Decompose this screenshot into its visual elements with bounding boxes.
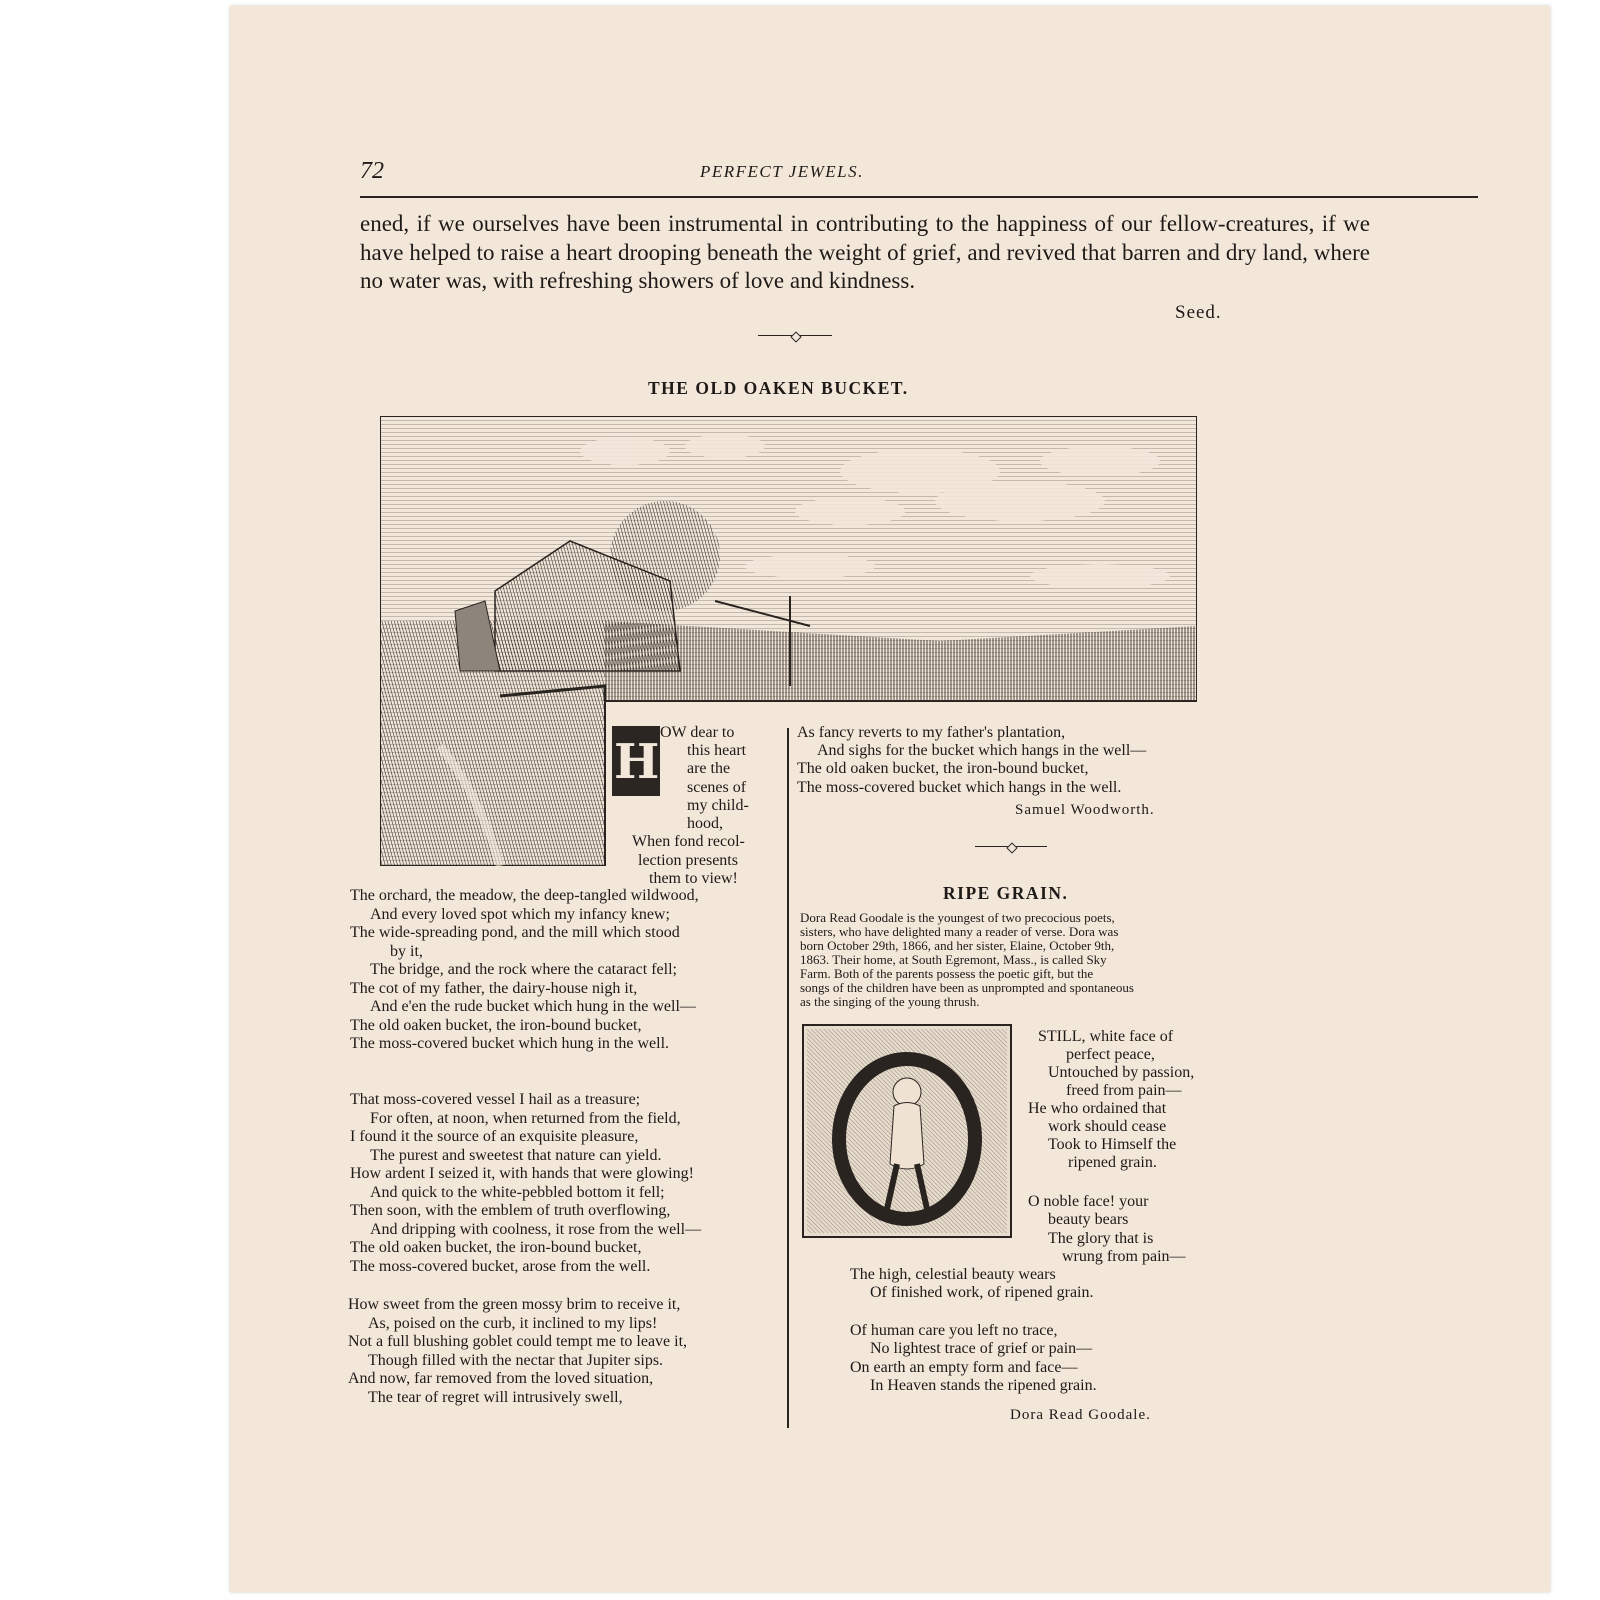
poem-line: The tear of regret will intrusively swell, [368,1389,623,1406]
poem-line: When fond recol- [632,833,745,850]
poem-line: Not a full blushing goblet could tempt me to leave it, [348,1333,688,1350]
poem-author-goodale: Dora Read Goodale. [1010,1407,1151,1423]
poem-line: them to view! [649,870,738,887]
poem-line: Of human care you left no trace, [850,1322,1058,1339]
poem-author-woodworth: Samuel Woodworth. [1015,802,1155,818]
poem-line: The orchard, the meadow, the deep-tangled wildwood, [350,887,699,904]
poem-line: How ardent I seized it, with hands that were glowing! [350,1165,694,1182]
decorative-initial-o-with-cherub [802,1024,1012,1238]
poem-line: STILL, white face of [1038,1028,1174,1045]
poem-line: The glory that is [1048,1230,1154,1247]
page-number: 72 [360,158,384,184]
poem-line: beauty bears [1048,1211,1129,1228]
poem-line: The old oaken bucket, the iron-bound bucket, [797,760,1089,777]
poem-line: How sweet from the green mossy brim to receive it, [348,1296,681,1313]
note-line: sisters, who have delighted many a reader of verse. Dora was [800,924,1119,939]
poem-line: lection presents [638,852,738,869]
poem-line: The old oaken bucket, the iron-bound bucket, [350,1017,642,1034]
note-line: born October 29th, 1866, and her sister, Elaine, October 9th, [800,938,1115,953]
header-rule [360,196,1478,198]
poem-line: And sighs for the bucket which hangs in the well— [817,742,1147,759]
poem-line: I found it the source of an exquisite pleasure, [350,1128,639,1145]
poem-line: freed from pain— [1066,1082,1182,1099]
poem-line: No lightest trace of grief or pain— [870,1340,1093,1357]
note-line: songs of the children have been as unprompted and spontaneous [800,980,1134,995]
poem-line: Took to Himself the [1048,1136,1177,1153]
poem-line: wrung from pain— [1062,1248,1186,1265]
poem-line: The cot of my father, the dairy-house nigh it, [350,980,638,997]
poem-line: ripened grain. [1068,1154,1157,1171]
prose-signature: Seed. [1175,302,1222,323]
closing-prose-paragraph: ened, if we ourselves have been instrumental in contributing to the happiness of our fellow-creatures, if we have helped to raise a heart drooping beneath the weight of grief, and revived that barren and dry land, where no water was, with refreshing showers of love and kindness. [360,211,1370,293]
decorative-initial-h [612,726,660,796]
poem-line: The old oaken bucket, the iron-bound bucket, [350,1239,642,1256]
poem-line: In Heaven stands the ripened grain. [870,1377,1097,1394]
section-ornament [975,844,1047,850]
poem-line: He who ordained that [1028,1100,1167,1117]
poem-line: perfect peace, [1066,1046,1155,1063]
note-line: 1863. Their home, at South Egremont, Mass., is called Sky [800,952,1107,967]
poem-line: Then soon, with the emblem of truth overflowing, [350,1202,671,1219]
poem-line: work should cease [1048,1118,1167,1135]
note-line: as the singing of the young thrush. [800,994,980,1009]
poem-title-ripe-grain: RIPE GRAIN. [943,883,1069,903]
poem-line: by it, [390,943,423,960]
running-head: PERFECT JEWELS. [700,162,864,181]
poem-line: And dripping with coolness, it rose from the well— [370,1221,702,1238]
poem-line: The purest and sweetest that nature can yield. [370,1147,662,1164]
poem-line: That moss-covered vessel I hail as a treasure; [350,1091,641,1108]
poem-line: And now, far removed from the loved situation, [348,1370,654,1387]
poem-line: Untouched by passion, [1048,1064,1195,1081]
book-page [230,6,1550,1592]
poem-line: As, poised on the curb, it inclined to my lips! [368,1315,658,1332]
poem-line: And every loved spot which my infancy knew; [370,906,670,923]
poem-line: The moss-covered bucket which hangs in the well. [797,779,1122,796]
poem-title-old-oaken-bucket: THE OLD OAKEN BUCKET. [648,378,909,398]
poem-line: my child- [687,797,749,814]
poem-line: The moss-covered bucket which hung in the well. [350,1035,670,1052]
poem-line: As fancy reverts to my father's plantation, [797,724,1066,741]
poem-line: this heart [687,742,747,759]
poem-line: And e'en the rude bucket which hung in the well— [370,998,696,1015]
note-line: Farm. Both of the parents possess the poetic gift, but the [800,966,1094,981]
poem-line: Though filled with the nectar that Jupiter sips. [368,1352,664,1369]
poem-line: Of finished work, of ripened grain. [870,1284,1094,1301]
poem-line: O noble face! your [1028,1193,1149,1210]
section-ornament [758,333,832,339]
poem-line: scenes of [687,779,747,796]
poem-line: And quick to the white-pebbled bottom it fell; [370,1184,665,1201]
poem-line: OW dear to [660,724,735,741]
poem-line: hood, [687,815,723,832]
poem-line: The moss-covered bucket, arose from the well. [350,1258,651,1275]
note-line: Dora Read Goodale is the youngest of two precocious poets, [800,910,1115,925]
poem-line: On earth an empty form and face— [850,1359,1078,1376]
poem-line: The high, celestial beauty wears [850,1266,1056,1283]
poem-line: are the [687,760,731,777]
column-rule [787,728,789,1428]
poem-line: The wide-spreading pond, and the mill which stood [350,924,680,941]
poem-line: The bridge, and the rock where the cataract fell; [370,961,677,978]
poem-line: For often, at noon, when returned from the field, [370,1110,681,1127]
